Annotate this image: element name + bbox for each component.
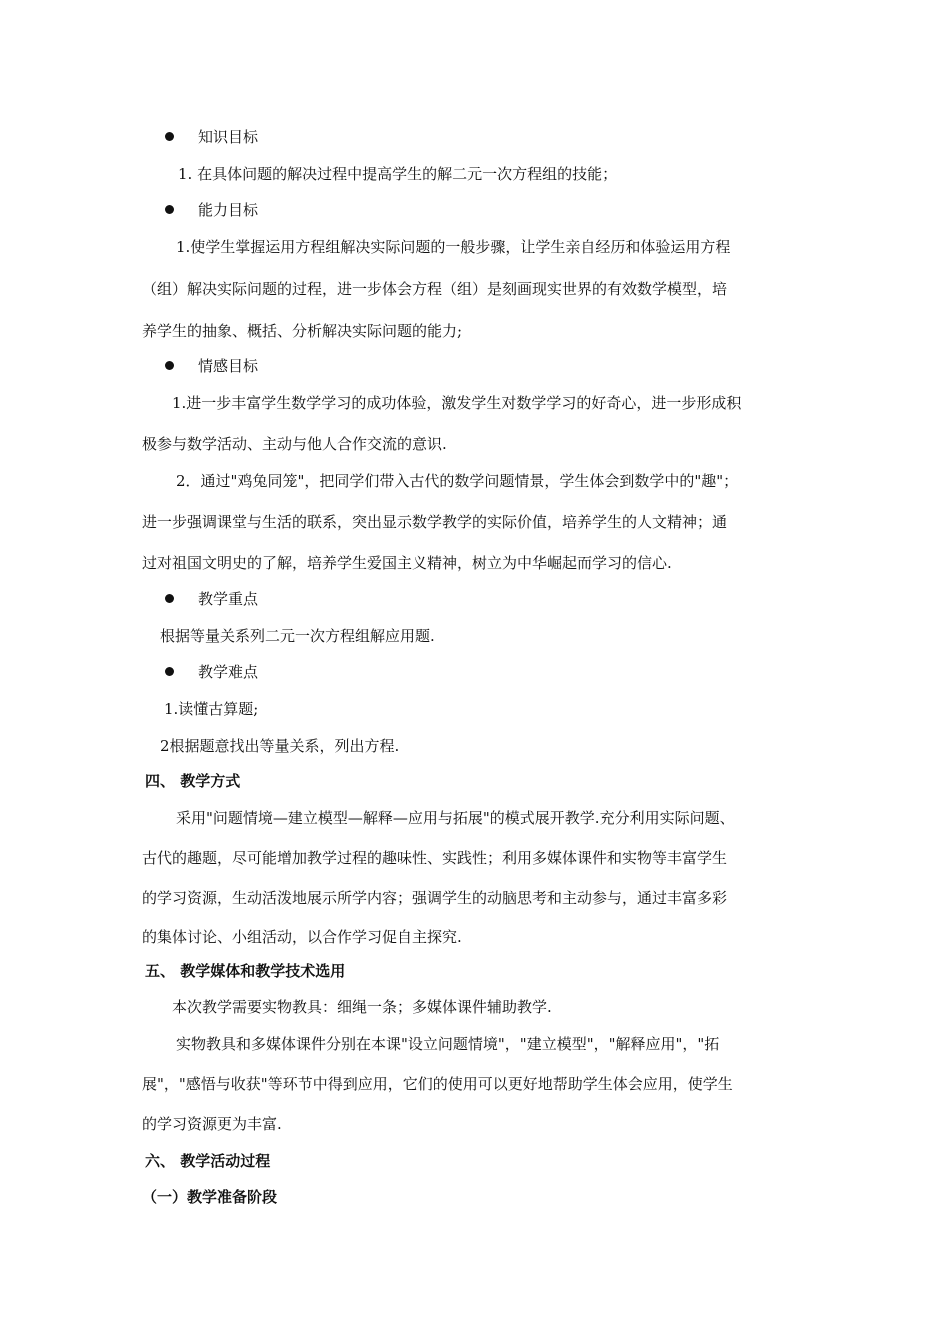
ability-goal-heading: 能力目标 bbox=[198, 201, 259, 219]
key-point-heading: 教学重点 bbox=[198, 590, 259, 608]
method-heading: 四、 教学方式 bbox=[145, 772, 241, 790]
bullet-icon bbox=[165, 205, 174, 214]
bullet-icon bbox=[165, 667, 174, 676]
emotion-goal-line: 2．通过"鸡兔同笼"，把同学们带入古代的数学问题情景，学生体会到数学中的"趣"； bbox=[176, 472, 739, 490]
key-point-text: 根据等量关系列二元一次方程组解应用题. bbox=[160, 627, 435, 645]
difficulty-line: 2根据题意找出等量关系，列出方程. bbox=[160, 737, 400, 755]
media-line: 实物教具和多媒体课件分别在本课"设立问题情境"，"建立模型"，"解释应用"，"拓 bbox=[176, 1035, 720, 1053]
difficulty-line: 1.读懂古算题; bbox=[164, 700, 259, 718]
emotion-goal-line: 极参与数学活动、主动与他人合作交流的意识. bbox=[142, 435, 447, 453]
method-line: 的学习资源，生动活泼地展示所学内容；强调学生的动脑思考和主动参与，通过丰富多彩 bbox=[142, 889, 728, 907]
bullet-icon bbox=[165, 361, 174, 370]
media-line: 展"，"感悟与收获"等环节中得到应用，它们的使用可以更好地帮助学生体会应用，使学生 bbox=[142, 1075, 733, 1093]
media-heading: 五、 教学媒体和教学技术选用 bbox=[145, 962, 346, 980]
media-line: 的学习资源更为丰富. bbox=[142, 1115, 282, 1133]
ability-goal-line: 1.使学生掌握运用方程组解决实际问题的一般步骤，让学生亲自经历和体验运用方程 bbox=[176, 238, 731, 256]
media-line: 本次教学需要实物教具：细绳一条；多媒体课件辅助教学. bbox=[172, 998, 552, 1016]
process-subheading: （一）教学准备阶段 bbox=[142, 1188, 278, 1206]
method-line: 的集体讨论、小组活动，以合作学习促自主探究. bbox=[142, 928, 462, 946]
method-line: 采用"问题情境—建立模型—解释—应用与拓展"的模式展开教学.充分利用实际问题、 bbox=[176, 809, 735, 827]
emotion-goal-heading: 情感目标 bbox=[198, 357, 259, 375]
emotion-goal-line: 1.进一步丰富学生数学学习的成功体验，激发学生对数学学习的好奇心，进一步形成积 bbox=[172, 394, 742, 412]
bullet-icon bbox=[165, 594, 174, 603]
knowledge-goal-item: 1. 在具体问题的解决过程中提高学生的解二元一次方程组的技能； bbox=[178, 165, 618, 183]
ability-goal-line: 养学生的抽象、概括、分析解决实际问题的能力; bbox=[142, 322, 463, 340]
difficulty-heading: 教学难点 bbox=[198, 663, 259, 681]
ability-goal-line: （组）解决实际问题的过程，进一步体会方程（组）是刻画现实世界的有效数学模型，培 bbox=[142, 280, 728, 298]
method-line: 古代的趣题，尽可能增加教学过程的趣味性、实践性；利用多媒体课件和实物等丰富学生 bbox=[142, 849, 728, 867]
bullet-icon bbox=[165, 132, 174, 141]
knowledge-goal-heading: 知识目标 bbox=[198, 128, 259, 146]
emotion-goal-line: 过对祖国文明史的了解，培养学生爱国主义精神，树立为中华崛起而学习的信心. bbox=[142, 554, 672, 572]
emotion-goal-line: 进一步强调课堂与生活的联系，突出显示数学教学的实际价值，培养学生的人文精神；通 bbox=[142, 513, 728, 531]
process-heading: 六、 教学活动过程 bbox=[145, 1152, 271, 1170]
